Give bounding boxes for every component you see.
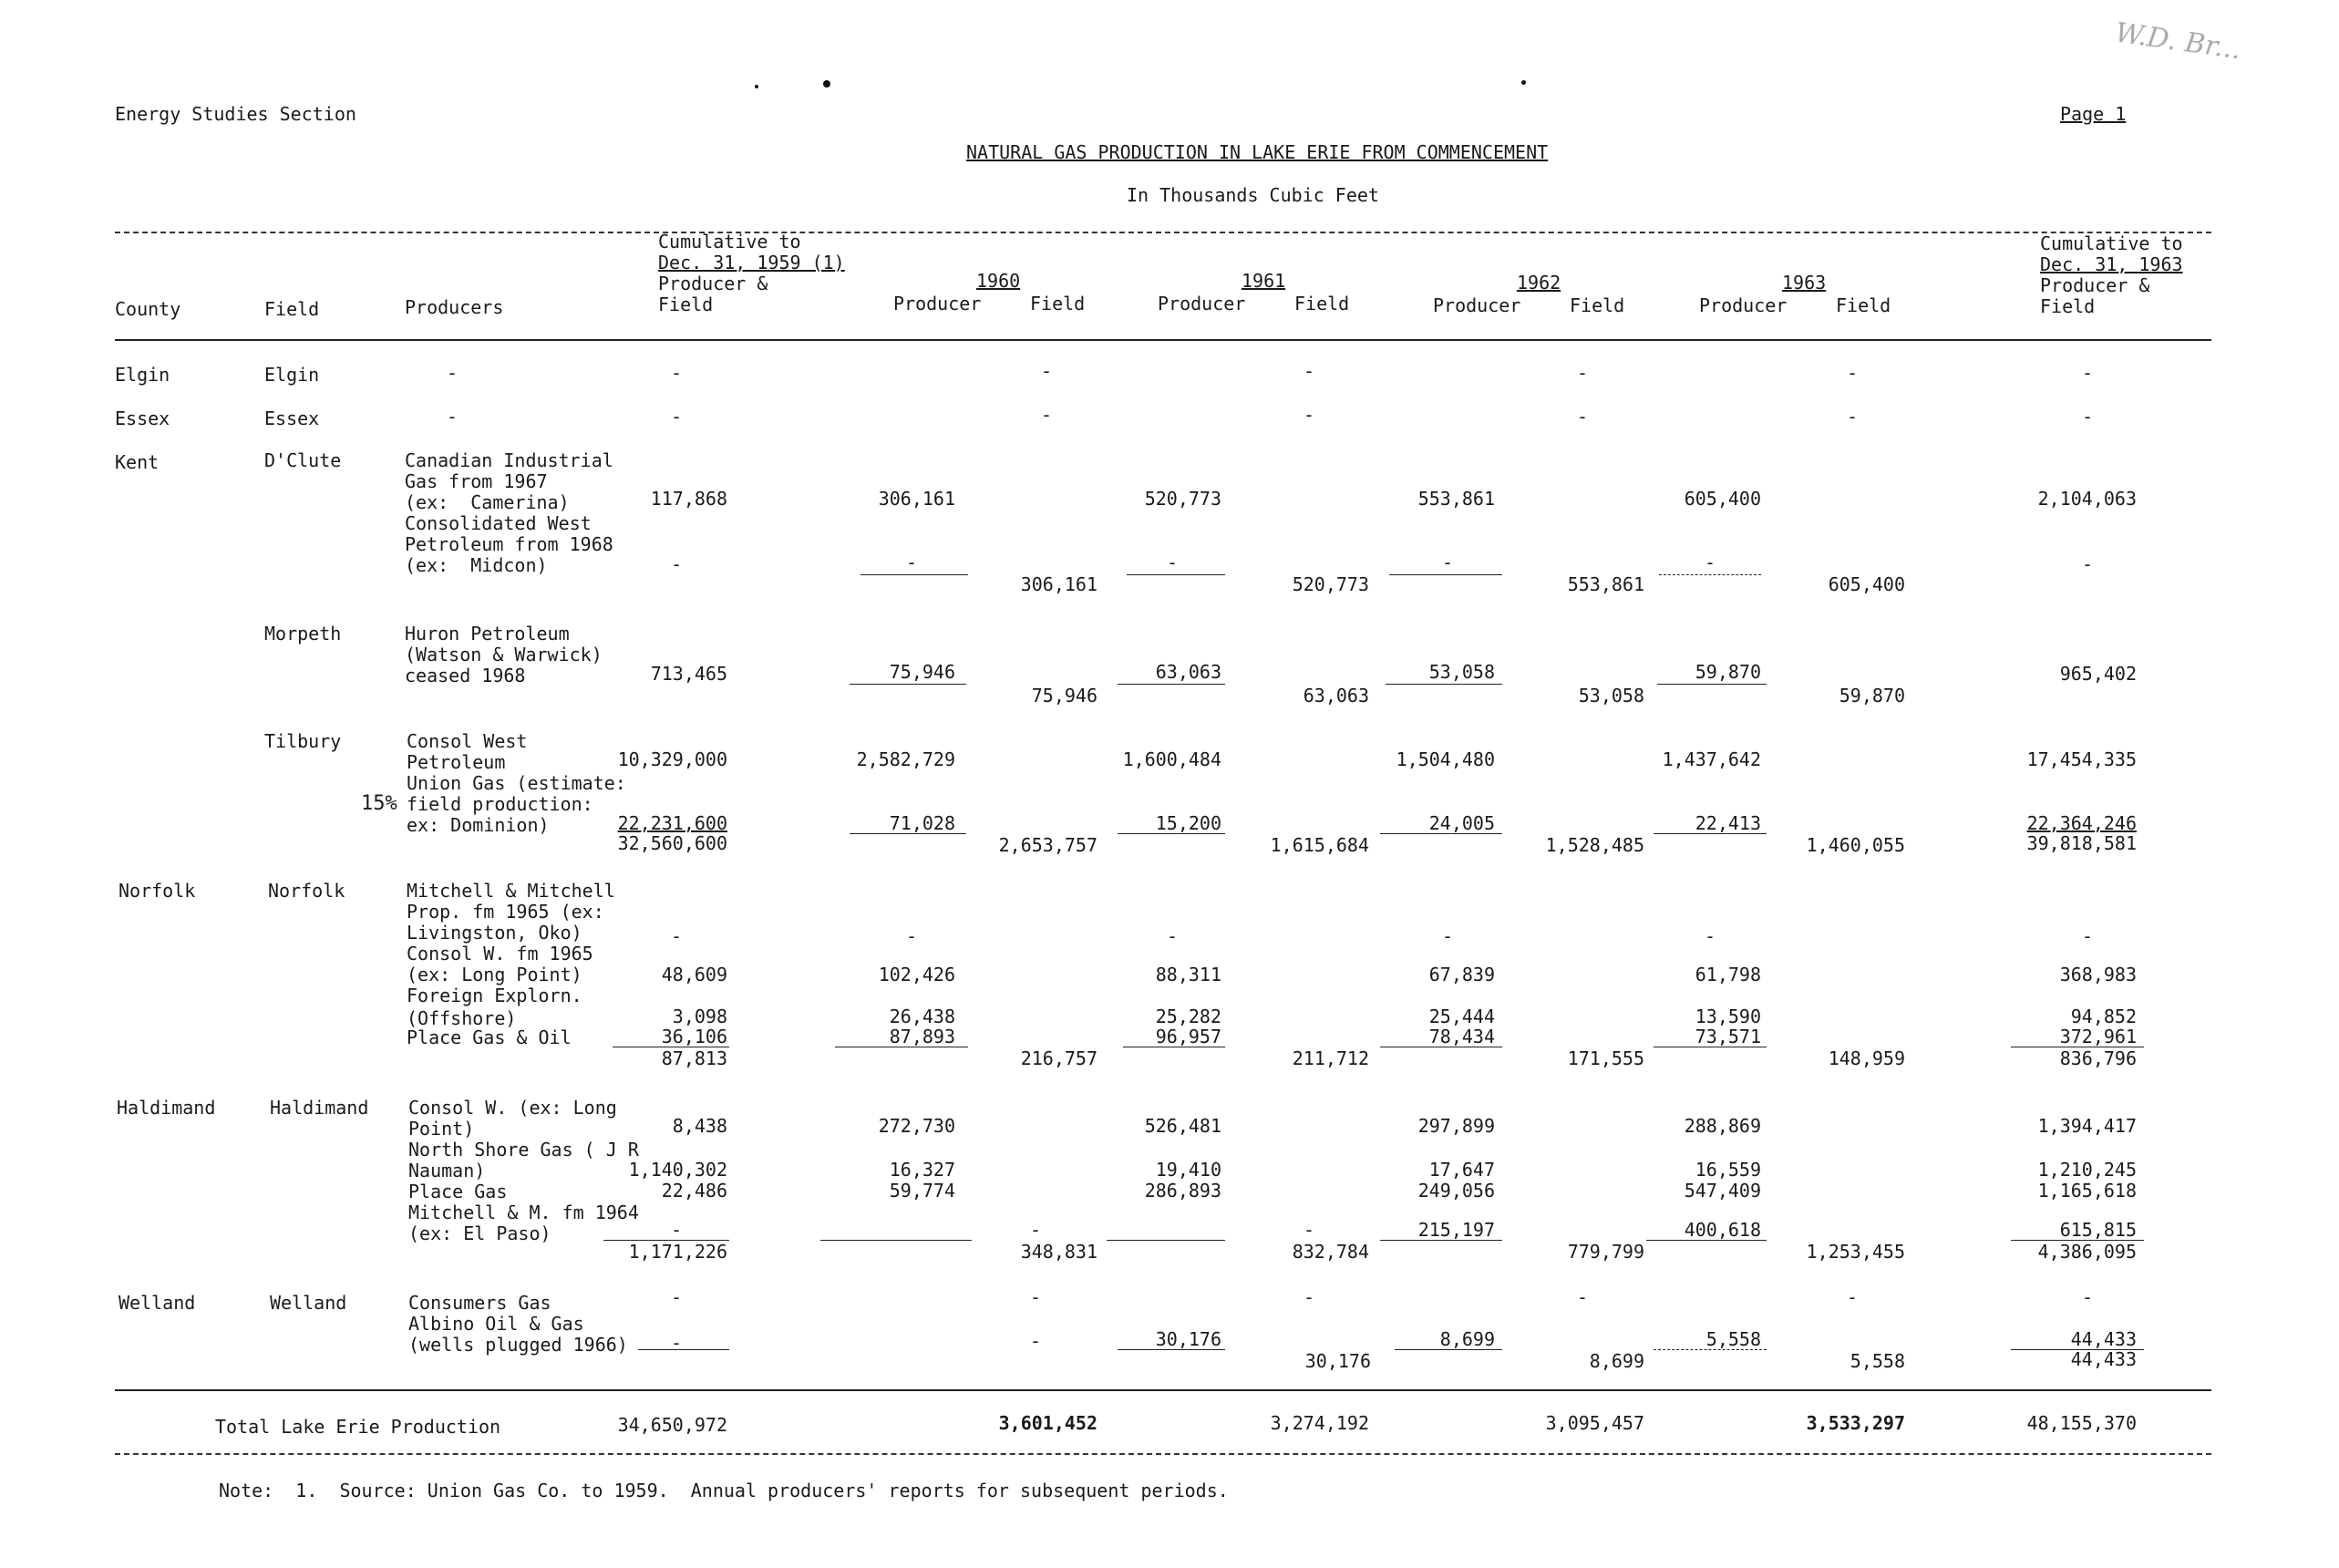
cell-value: 215,197 [1417,1219,1495,1241]
field-total: 8,699 [1589,1350,1644,1372]
dash: - [1705,925,1716,947]
cumulative-total: 39,818,581 [2026,832,2137,854]
col-year-1963: 1963 [1782,272,1827,294]
field-total: 5,558 [1850,1350,1905,1372]
field-haldimand: Haldimand [270,1097,369,1119]
col-field: Field [264,298,320,320]
cell-value: 605,400 [1684,488,1761,510]
county-kent: Kent [115,451,160,473]
col-producer-1960: Producer [893,293,982,315]
cell-value: 368,983 [2059,964,2137,985]
cell-value: 88,311 [1155,964,1221,985]
cell-value: 75,946 [889,661,955,683]
field-total: 779,799 [1567,1241,1644,1263]
cell-value: 2,104,063 [2037,488,2137,510]
cell-value: 286,893 [1144,1180,1221,1202]
cell-value: 288,869 [1684,1115,1761,1137]
col-producers: Producers [405,296,504,318]
producer-line: (ex: Long Point) [407,964,582,985]
cell-value: 1,165,618 [2037,1180,2137,1202]
percent-note: 15% [361,792,397,815]
dash: - [671,1286,683,1308]
cell-value: 48,609 [661,964,727,985]
cell-value: 1,504,480 [1396,748,1495,770]
field-total: 553,861 [1567,573,1644,595]
dash: - [1442,925,1454,947]
cell-value: 102,426 [878,964,955,985]
dash: - [671,406,683,428]
county-norfolk: Norfolk [118,880,196,902]
dash: - [671,1332,683,1354]
producer-line: (ex: Camerina) [405,491,570,513]
field-total: 171,555 [1567,1047,1644,1069]
header-bottom-rule [115,339,2211,341]
cell-value: 96,957 [1155,1026,1221,1047]
cumulative-total: 4,386,095 [2037,1241,2137,1263]
handwritten-signature: W.D. Br... [2113,16,2243,67]
dash: - [1303,1219,1315,1241]
cell-value: 87,893 [889,1026,955,1047]
col-year-1961: 1961 [1242,270,1286,292]
dash: - [1847,1286,1859,1308]
dash: - [1303,1286,1315,1308]
col-cum1959-l4: Field [658,294,714,315]
producer-line: ceased 1968 [405,665,526,686]
cell-value: 22,364,246 [2026,812,2137,834]
dash: - [671,925,683,947]
cumulative-total: 836,796 [2059,1047,2137,1069]
dash: - [2082,1286,2094,1308]
cell-value: 372,961 [2059,1026,2137,1047]
cell-value: 1,600,484 [1122,748,1221,770]
cell-value: 10,329,000 [617,748,727,770]
col-field-1961: Field [1294,293,1350,315]
ink-dot [1521,80,1526,85]
field-total: 148,959 [1828,1047,1905,1069]
cell-value: 272,730 [878,1115,955,1137]
col-field-1963: Field [1836,294,1891,316]
producer-line: (ex: El Paso) [408,1222,551,1244]
producer-line: (Offshore) [407,1007,517,1029]
producer-line: North Shore Gas ( J R [408,1139,639,1161]
cell-value: 53,058 [1428,661,1495,683]
field-total: 75,946 [1031,685,1097,707]
field-total: 306,161 [1020,573,1097,595]
col-county: County [115,298,181,320]
dash: - [1847,362,1859,384]
field-welland: Welland [270,1292,347,1314]
field-total: 63,063 [1303,685,1369,707]
cell-value: 73,571 [1695,1026,1761,1047]
cumulative-total: 32,560,600 [617,832,727,854]
producer-line: (Watson & Warwick) [405,644,603,665]
cell-value: 24,005 [1428,812,1495,834]
field-morpeth: Morpeth [264,623,342,645]
dash: - [1577,362,1589,384]
cell-value: 1,394,417 [2037,1115,2137,1137]
section-label: Energy Studies Section [115,103,356,125]
dash: - [1041,360,1053,382]
cell-value: 8,438 [672,1115,727,1137]
producer-line: Huron Petroleum [405,623,570,645]
cell-value: 520,773 [1144,488,1221,510]
cell-value: 1,210,245 [2037,1159,2137,1181]
cell-value: 59,870 [1695,661,1761,683]
document-title: NATURAL GAS PRODUCTION IN LAKE ERIE FROM COMMENCEMENT [966,141,1549,163]
cell-value: 59,774 [889,1180,955,1202]
dash: - [1030,1219,1042,1241]
total-value: 3,274,192 [1270,1412,1369,1434]
cell-value: 400,618 [1684,1219,1761,1241]
cell-value: 25,444 [1428,1006,1495,1027]
cell-value: 61,798 [1695,964,1761,985]
dash: - [2082,925,2094,947]
cell-value: 713,465 [650,663,727,685]
dash: - [671,1219,683,1241]
producer-line: Consumers Gas [408,1292,551,1314]
producer-line: Nauman) [408,1160,486,1181]
cell-value: 16,327 [889,1159,955,1181]
cell-value: 249,056 [1417,1180,1495,1202]
totals-top-rule [115,1389,2211,1391]
field-total: 1,253,455 [1806,1241,1905,1263]
cell-value: 3,098 [672,1006,727,1027]
cumulative-total: 1,171,226 [628,1241,727,1263]
col-cum1959-l1: Cumulative to [658,231,801,253]
dash: - [671,553,683,575]
total-value: 3,533,297 [1806,1412,1905,1434]
field-total: 216,757 [1020,1047,1097,1069]
cell-value: 44,433 [2070,1328,2137,1350]
dash: - [2082,553,2094,575]
producer-line: Petroleum from 1968 [405,533,613,555]
col-cum1963-l3: Producer & [2040,274,2150,296]
total-value: 34,650,972 [617,1414,727,1436]
col-field-1960: Field [1030,293,1086,315]
dash: - [447,362,459,384]
col-cum1959-l2: Dec. 31, 1959 (1) [658,252,845,273]
field-elgin: Elgin [264,364,320,386]
producer-line: Petroleum [407,751,506,773]
dash: - [906,925,918,947]
cell-value: 22,231,600 [617,812,727,834]
cell-value: 36,106 [661,1026,727,1047]
cell-value: 30,176 [1155,1328,1221,1350]
field-total: 1,460,055 [1806,834,1905,856]
county-essex: Essex [115,407,170,429]
col-producer-1961: Producer [1158,293,1246,315]
cell-value: 13,590 [1695,1006,1761,1027]
page-number: Page 1 [2060,103,2127,125]
dash: - [1303,360,1315,382]
producer-line: (ex: Midcon) [405,554,548,576]
producer-line: Consol West [407,730,528,752]
producer-line: Albino Oil & Gas [408,1313,584,1335]
producer-line: Mitchell & M. fm 1964 [408,1202,639,1223]
producer-line: Consol W. fm 1965 [407,943,593,965]
producer-line: Place Gas [408,1181,508,1202]
dash: - [447,406,459,428]
field-total: 520,773 [1292,573,1369,595]
dash: - [2082,362,2094,384]
dash: - [2082,406,2094,428]
county-elgin: Elgin [115,364,170,386]
field-total: 59,870 [1839,685,1905,707]
producer-line: Gas from 1967 [405,470,548,492]
cell-value: 615,815 [2059,1219,2137,1241]
total-value: 3,601,452 [998,1412,1097,1434]
cell-value: 22,413 [1695,812,1761,834]
cell-value: 1,140,302 [628,1159,727,1181]
cell-value: 67,839 [1428,964,1495,985]
footnote: Note: 1. Source: Union Gas Co. to 1959. Annual producers' reports for subsequent periods. [219,1480,1229,1501]
dash: - [1030,1286,1042,1308]
field-total: 605,400 [1828,573,1905,595]
cell-value: 78,434 [1428,1026,1495,1047]
dash: - [671,362,683,384]
cell-value: 94,852 [2070,1006,2137,1027]
producer-line: Point) [408,1118,475,1140]
cell-value: 965,402 [2059,663,2137,685]
cell-value: 25,282 [1155,1006,1221,1027]
dash: - [1847,406,1859,428]
col-field-1962: Field [1570,294,1625,316]
dash: - [1303,404,1315,426]
cell-value: 306,161 [878,488,955,510]
field-essex: Essex [264,407,320,429]
col-producer-1962: Producer [1433,294,1521,316]
dash: - [1577,406,1589,428]
producer-line: Mitchell & Mitchell [407,880,615,902]
field-total: 30,176 [1304,1350,1371,1372]
col-cum1963-l1: Cumulative to [2040,232,2183,254]
ink-dot [823,80,830,88]
field-norfolk: Norfolk [268,880,345,902]
producer-line: Consol W. (ex: Long [408,1097,617,1119]
field-total: 53,058 [1578,685,1644,707]
field-total: 2,653,757 [998,834,1097,856]
field-total: 1,615,684 [1270,834,1369,856]
total-value: 48,155,370 [2026,1412,2137,1434]
cumulative-total: 87,813 [661,1047,727,1069]
cell-value: 17,647 [1428,1159,1495,1181]
dash: - [1577,1286,1589,1308]
cumulative-total: 44,433 [2070,1348,2137,1370]
producer-line: Livingston, Oko) [407,922,582,944]
field-total: 832,784 [1292,1241,1369,1263]
cell-value: 15,200 [1155,812,1221,834]
dash: - [1705,552,1716,573]
county-haldimand: Haldimand [117,1097,216,1119]
field-dclute: D'Clute [264,449,342,471]
producer-line: Prop. fm 1965 (ex: [407,901,604,923]
total-value: 3,095,457 [1545,1412,1644,1434]
col-year-1960: 1960 [976,270,1021,292]
col-year-1962: 1962 [1517,272,1561,294]
field-total: 348,831 [1020,1241,1097,1263]
field-total: 1,528,485 [1545,834,1644,856]
ink-dot [755,85,758,88]
producer-line: Union Gas (estimate: [407,772,626,794]
cell-value: 1,437,642 [1662,748,1761,770]
cell-value: 547,409 [1684,1180,1761,1202]
dash: - [906,552,918,573]
producer-line: Consolidated West [405,512,592,534]
producer-line: ex: Dominion) [407,814,550,836]
dash: - [1030,1330,1042,1352]
col-producer-1963: Producer [1699,294,1788,316]
document-subtitle: In Thousands Cubic Feet [1127,184,1379,206]
dash: - [1442,552,1454,573]
field-total: 211,712 [1292,1047,1369,1069]
cell-value: 297,899 [1417,1115,1495,1137]
dash: - [1041,404,1053,426]
producer-line: Foreign Explorn. [407,985,582,1006]
dash: - [1167,925,1179,947]
county-welland: Welland [118,1292,196,1314]
header-top-rule [115,232,2211,233]
cell-value: 5,558 [1705,1328,1761,1350]
producer-line: Place Gas & Oil [407,1026,572,1048]
cell-value: 8,699 [1439,1328,1495,1350]
col-cum1959-l3: Producer & [658,273,768,294]
col-cum1963-l2: Dec. 31, 1963 [2040,253,2183,275]
cell-value: 117,868 [650,488,727,510]
total-label: Total Lake Erie Production [215,1416,501,1438]
producer-line: field production: [407,793,593,815]
cell-value: 526,481 [1144,1115,1221,1137]
cell-value: 71,028 [889,812,955,834]
producer-line: (wells plugged 1966) [408,1334,628,1356]
col-cum1963-l4: Field [2040,295,2096,317]
totals-bottom-rule [115,1453,2211,1455]
cell-value: 2,582,729 [856,748,955,770]
cell-value: 16,559 [1695,1159,1761,1181]
cell-value: 26,438 [889,1006,955,1027]
producer-line: Canadian Industrial [405,449,613,471]
cell-value: 19,410 [1155,1159,1221,1181]
field-tilbury: Tilbury [264,730,342,752]
cell-value: 17,454,335 [2026,748,2137,770]
dash: - [1167,552,1179,573]
cell-value: 22,486 [661,1180,727,1202]
cell-value: 63,063 [1155,661,1221,683]
cell-value: 553,861 [1417,488,1495,510]
